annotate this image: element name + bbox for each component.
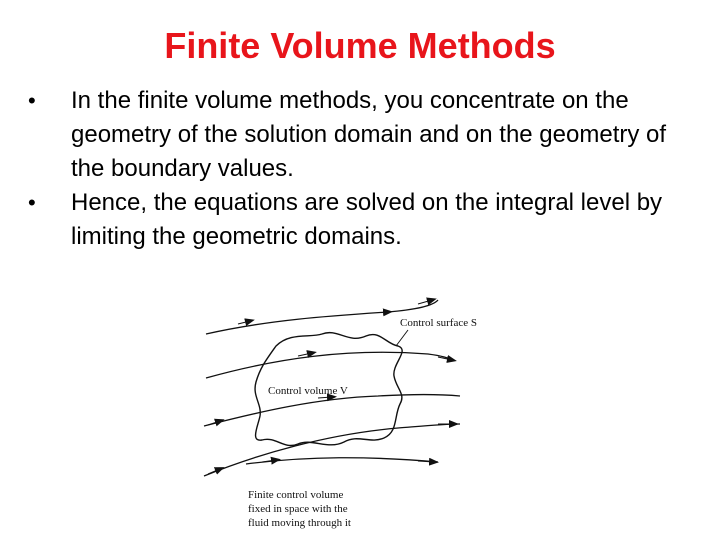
streamline-arrow (298, 353, 312, 356)
control-surface-label: Control surface S (400, 317, 477, 329)
control-volume-label: Control volume V (268, 385, 348, 397)
streamline-3 (204, 395, 460, 427)
bullet-text: Hence, the equations are solved on the integral level by limiting the geometric domains. (71, 189, 663, 250)
streamline-4 (204, 424, 460, 476)
bullet-marker: • (28, 88, 36, 113)
streamline-2 (206, 352, 453, 378)
control-surface-leader (396, 330, 408, 346)
bullet-text: In the finite volume methods, you concentrate on the geometry of the solution domain and on the geometry of the boundary values. (71, 87, 667, 182)
bullet-marker: • (28, 190, 36, 215)
streamline-arrow (238, 321, 250, 324)
control-volume-diagram (198, 286, 528, 540)
bullet-item (28, 186, 678, 254)
bullet-list (28, 84, 678, 254)
streamline-5 (246, 458, 438, 464)
caption-line-1: Finite control volume (248, 489, 344, 501)
slide-title: Finite Volume Methods (164, 25, 556, 66)
caption-line-3: fluid moving through it (248, 517, 351, 529)
streamline-arrow (418, 300, 432, 304)
diagram-svg (198, 286, 528, 540)
caption-line-2: fixed in space with the (248, 503, 348, 515)
streamline-arrow (208, 469, 220, 474)
streamline-arrow (318, 397, 332, 398)
bullet-item (28, 84, 678, 186)
